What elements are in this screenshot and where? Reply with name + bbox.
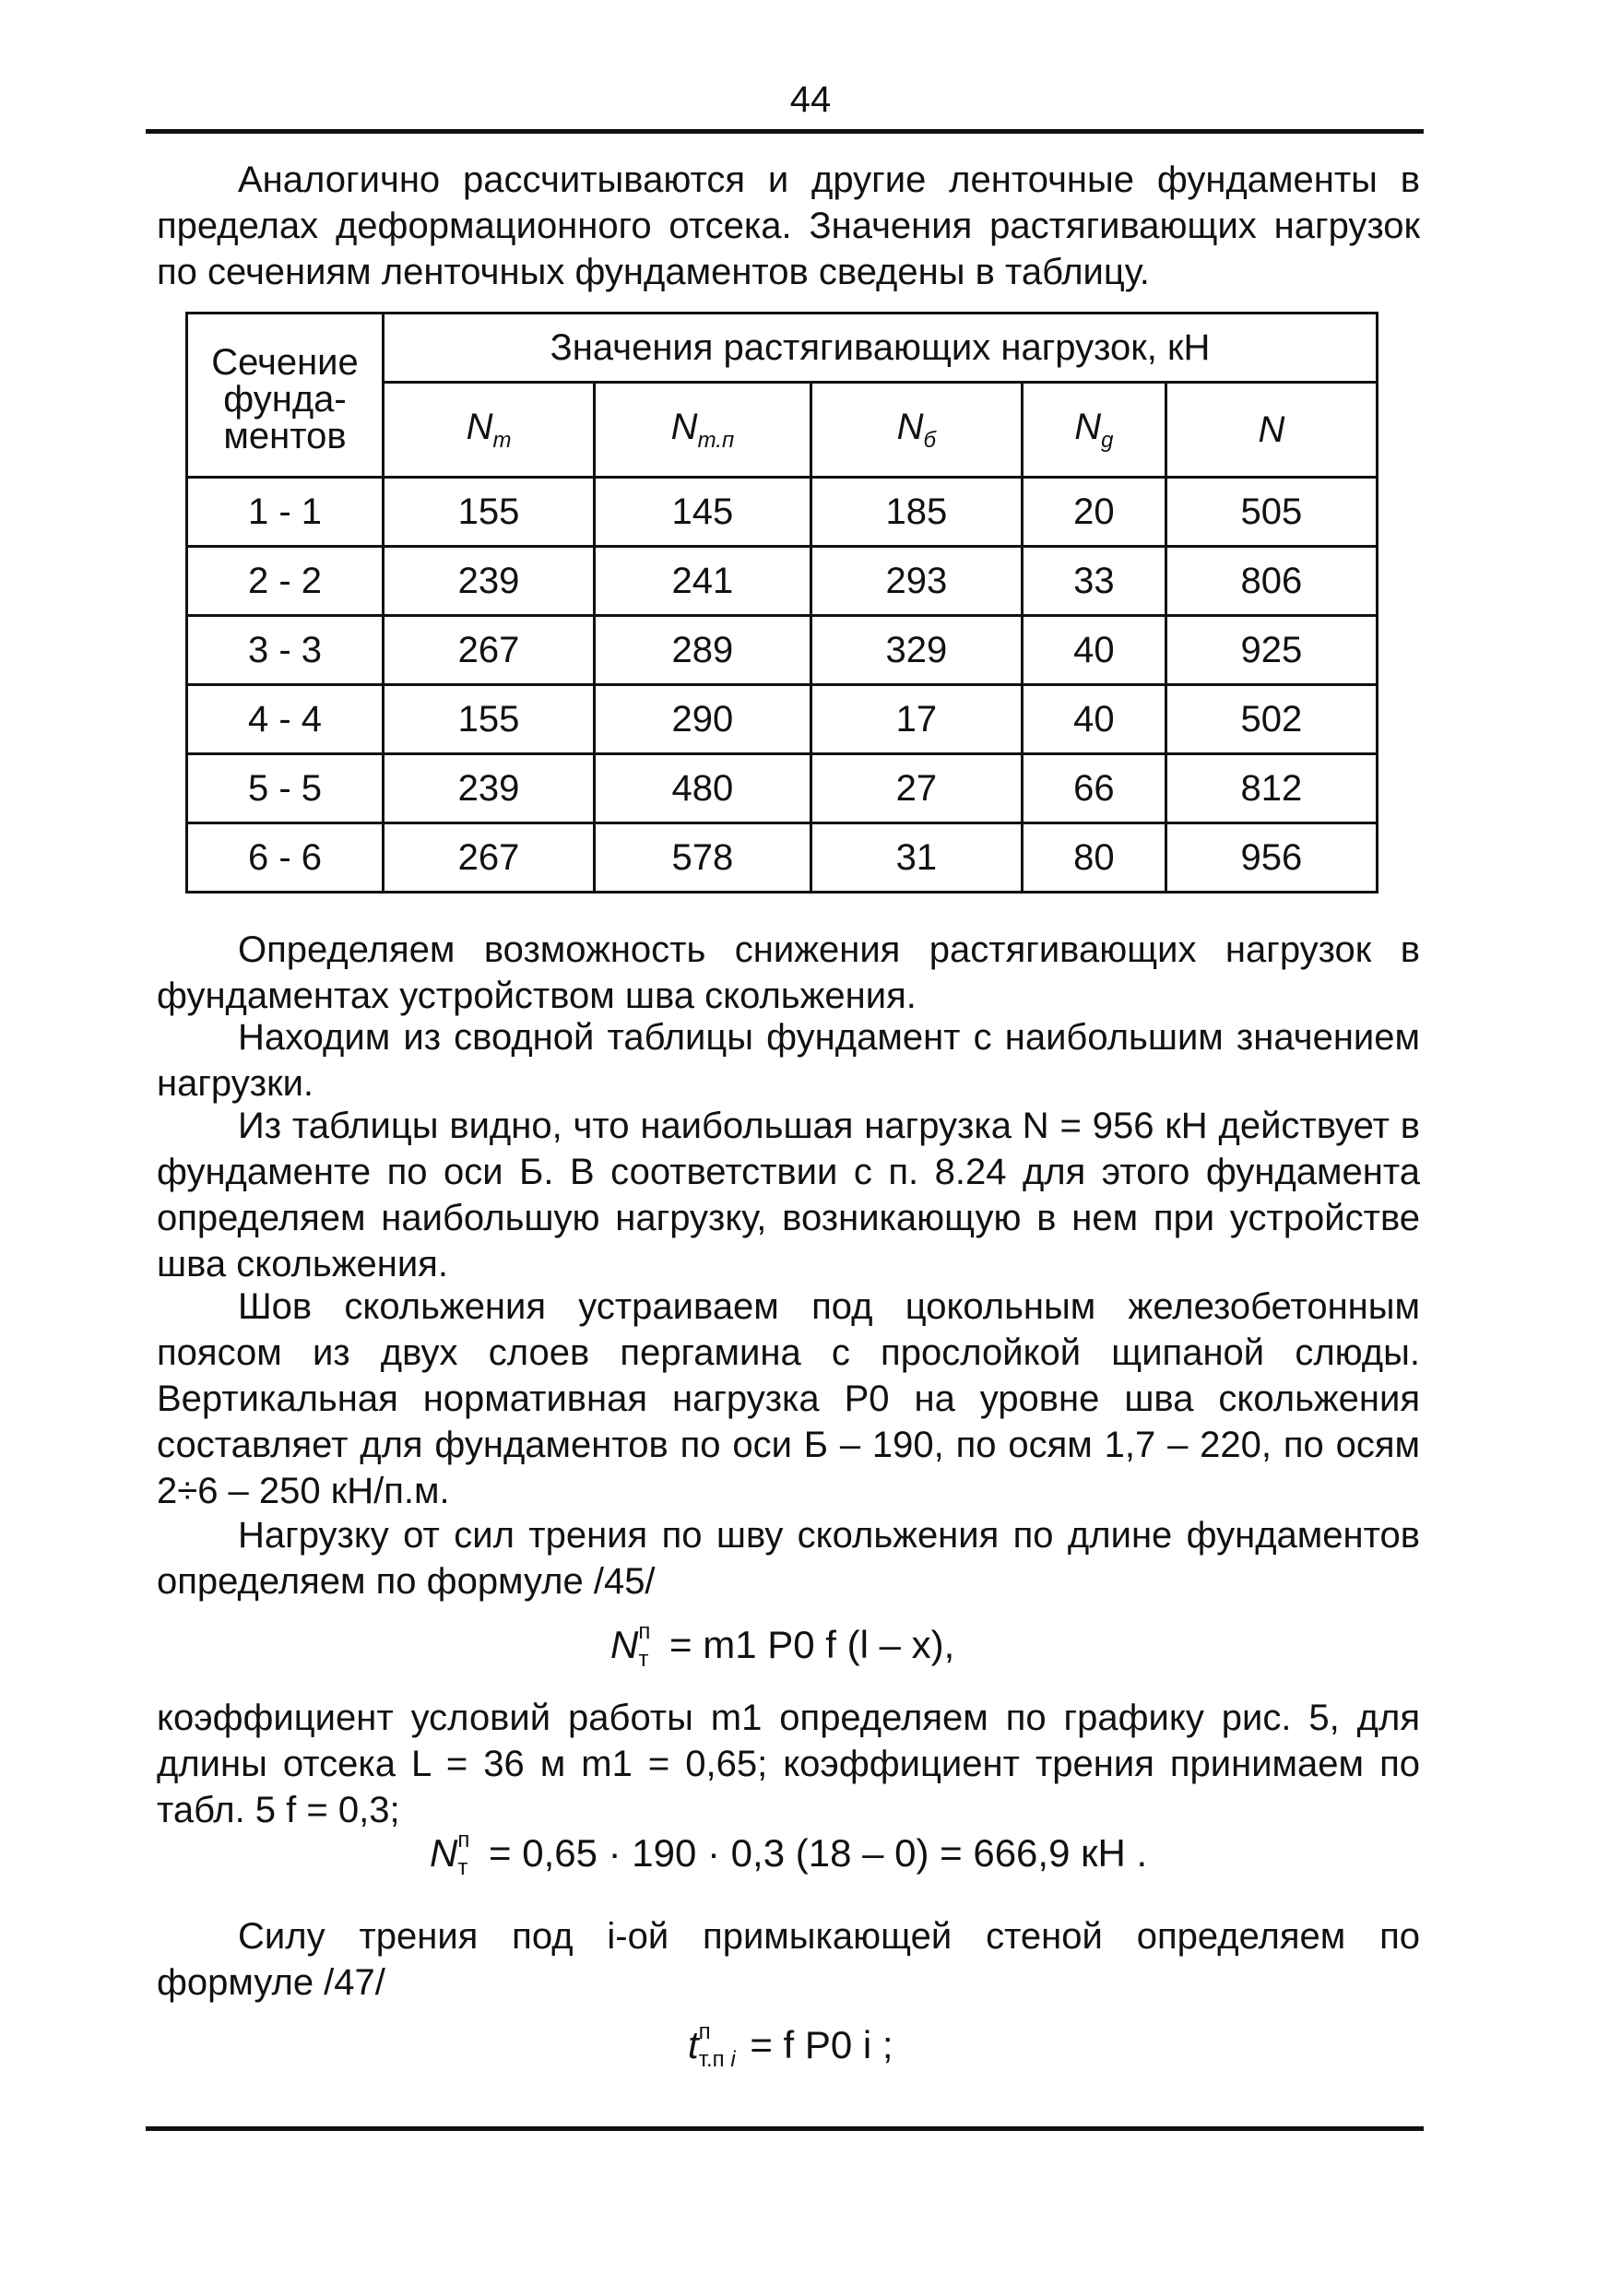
value-cell: 267 bbox=[384, 616, 595, 685]
value-cell: 185 bbox=[810, 478, 1022, 547]
paragraph-max-load: Из таблицы видно, что наибольшая нагрузка N = 956 кН действует в фундаменте по оси Б. В соответствии с п. 8.24 для этого фундамента определяем наибольшую нагрузку, возникающую в нем при устройстве шва скольжения. bbox=[157, 1106, 1420, 1284]
paragraph-coefficients: коэффициент условий работы m1 определяем по графику рис. 5, для длины отсека L = 36 м m1 = 0,65; коэффициент трения принимаем по табл. 5 f = 0,3; bbox=[157, 1698, 1420, 1830]
page-number: 44 bbox=[789, 79, 832, 120]
value-cell: 502 bbox=[1165, 685, 1377, 754]
value-cell: 267 bbox=[384, 823, 595, 893]
value-cell: 155 bbox=[384, 685, 595, 754]
formula-47-rhs: = f P0 i ; bbox=[750, 2023, 893, 2066]
column-header-nb: $N_б$ bbox=[810, 383, 1022, 478]
table-row bbox=[187, 478, 1378, 547]
value-cell: 578 bbox=[595, 823, 811, 893]
formula-result: N п т = 0,65 · 190 · 0,3 (18 – 0) = 666,9 кН . bbox=[430, 1828, 1148, 1880]
value-cell: 27 bbox=[810, 754, 1022, 823]
value-cell: 956 bbox=[1165, 823, 1377, 893]
section-cell: 1 - 1 bbox=[187, 478, 384, 547]
value-cell: 505 bbox=[1165, 478, 1377, 547]
top-rule bbox=[146, 129, 1424, 134]
value-cell: 17 bbox=[810, 685, 1022, 754]
loads-table bbox=[185, 312, 1378, 894]
value-cell: 155 bbox=[384, 478, 595, 547]
section-cell: 6 - 6 bbox=[187, 823, 384, 893]
value-cell: 290 bbox=[595, 685, 811, 754]
value-cell: 31 bbox=[810, 823, 1022, 893]
paragraph-slide-joint: Шов скольжения устраиваем под цокольным железобетонным поясом из двух слоев пергамина с прослойкой щипаной слюды. Вертикальная нормативная нагрузка P0 на уровне шва скольжения составляет для фундаментов по оси Б – 190, по осям 1,7 – 220, по осям 2÷6 – 250 кН/п.м. bbox=[157, 1286, 1420, 1511]
value-cell: 293 bbox=[810, 547, 1022, 616]
formula-result-rhs: = 0,65 · 190 · 0,3 (18 – 0) = 666,9 кН . bbox=[489, 1831, 1148, 1875]
value-cell: 33 bbox=[1022, 547, 1165, 616]
loads-group-header: Значения растягивающих нагрузок, кН bbox=[384, 314, 1378, 383]
table-row bbox=[187, 685, 1378, 754]
value-cell: 145 bbox=[595, 478, 811, 547]
paragraph-wall-friction: Силу трения под i-ой примыкающей стеной определяем по формуле /47/ bbox=[157, 1916, 1420, 2003]
paragraph-intro: Аналогично рассчитываются и другие ленточные фундаменты в пределах деформационного отсека. Значения растягивающих нагрузок по сечениям ленточных фундаментов сведены в таблицу. bbox=[157, 160, 1420, 292]
formula-45-rhs: = m1 P0 f (l – x), bbox=[669, 1623, 955, 1666]
value-cell: 239 bbox=[384, 754, 595, 823]
bottom-rule bbox=[146, 2126, 1424, 2131]
formula-47: t п т.п i = f P0 i ; bbox=[688, 2019, 893, 2072]
value-cell: 925 bbox=[1165, 616, 1377, 685]
value-cell: 241 bbox=[595, 547, 811, 616]
loads-table-body bbox=[187, 478, 1378, 893]
section-cell: 3 - 3 bbox=[187, 616, 384, 685]
column-header-nt: $N_т$ bbox=[384, 383, 595, 478]
column-header-n: N bbox=[1165, 383, 1377, 478]
section-column-header: Сечение фунда-ментов bbox=[187, 314, 384, 478]
value-cell: 80 bbox=[1022, 823, 1165, 893]
value-cell: 329 bbox=[810, 616, 1022, 685]
value-cell: 239 bbox=[384, 547, 595, 616]
value-cell: 806 bbox=[1165, 547, 1377, 616]
table-row bbox=[187, 823, 1378, 893]
section-cell: 5 - 5 bbox=[187, 754, 384, 823]
section-cell: 4 - 4 bbox=[187, 685, 384, 754]
table-row bbox=[187, 754, 1378, 823]
value-cell: 40 bbox=[1022, 685, 1165, 754]
paragraph-friction-load: Нагрузку от сил трения по шву скольжения по длине фундаментов определяем по формуле /45/ bbox=[157, 1515, 1420, 1602]
paragraph-find-max: Находим из сводной таблицы фундамент с наибольшим значением нагрузки. bbox=[157, 1017, 1420, 1104]
value-cell: 40 bbox=[1022, 616, 1165, 685]
value-cell: 20 bbox=[1022, 478, 1165, 547]
paragraph-possibility: Определяем возможность снижения растягивающих нагрузок в фундаментах устройством шва скольжения. bbox=[157, 929, 1420, 1016]
table-row bbox=[187, 616, 1378, 685]
column-header-ntp: $N_{т.п}$ bbox=[595, 383, 811, 478]
value-cell: 480 bbox=[595, 754, 811, 823]
formula-45: N п т = m1 P0 f (l – x), bbox=[610, 1619, 955, 1672]
section-cell: 2 - 2 bbox=[187, 547, 384, 616]
table-row bbox=[187, 547, 1378, 616]
value-cell: 66 bbox=[1022, 754, 1165, 823]
column-header-ng: $N_g$ bbox=[1022, 383, 1165, 478]
value-cell: 289 bbox=[595, 616, 811, 685]
value-cell: 812 bbox=[1165, 754, 1377, 823]
